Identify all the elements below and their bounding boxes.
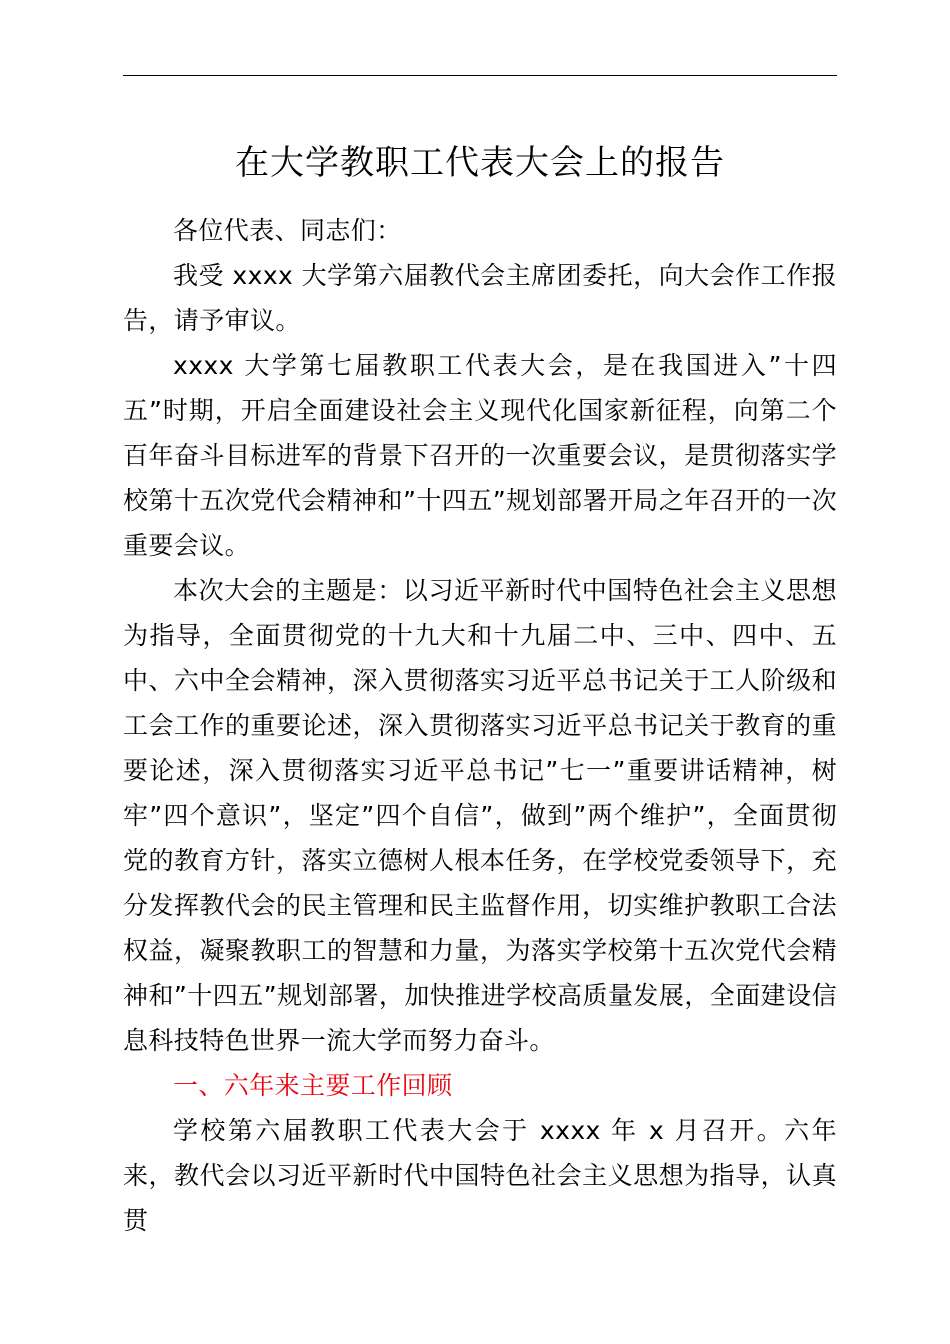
header-rule (123, 75, 837, 76)
commission-paragraph: 我受 xxxx 大学第六届教代会主席团委托，向大会作工作报告，请予审议。 (123, 261, 837, 335)
context-paragraph: xxxx 大学第七届教职工代表大会，是在我国进入”十四五”时期，开启全面建设社会主义现代化国家新征程，向第二个百年奋斗目标进军的背景下召开的一次重要会议，是贯彻落实学校第十五次党代会精神和”十四五”规划部署开局之年召开的一次重要会议。 (123, 351, 837, 560)
document-title: 在大学教职工代表大会上的报告 (235, 143, 725, 183)
theme-paragraph: 本次大会的主题是：以习近平新时代中国特色社会主义思想为指导，全面贯彻党的十九大和十九届二中、三中、四中、五中、六中全会精神，深入贯彻落实习近平总书记关于工人阶级和工会工作的重要论述，深入贯彻落实习近平总书记关于教育的重要论述，深入贯彻落实习近平总书记”七一”重要讲话精神，树牢”四个意识”，坚定”四个自信”，做到”两个维护”，全面贯彻党的教育方针，落实立德树人根本任务，在学校党委领导下，充分发挥教代会的民主管理和民主监督作用，切实维护教职工合法权益，凝聚教职工的智慧和力量，为落实学校第十五次党代会精神和”十四五”规划部署，加快推进学校高质量发展，全面建设信息科技特色世界一流大学而努力奋斗。 (123, 576, 837, 1055)
salutation-paragraph: 各位代表、同志们： (173, 216, 402, 245)
document-body (123, 208, 837, 1243)
section-intro-paragraph: 学校第六届教职工代表大会于 xxxx 年 x 月召开。六年来，教代会以习近平新时代中国特色社会主义思想为指导，认真贯 (123, 1116, 837, 1235)
section-heading: 一、六年来主要工作回顾 (173, 1071, 453, 1100)
